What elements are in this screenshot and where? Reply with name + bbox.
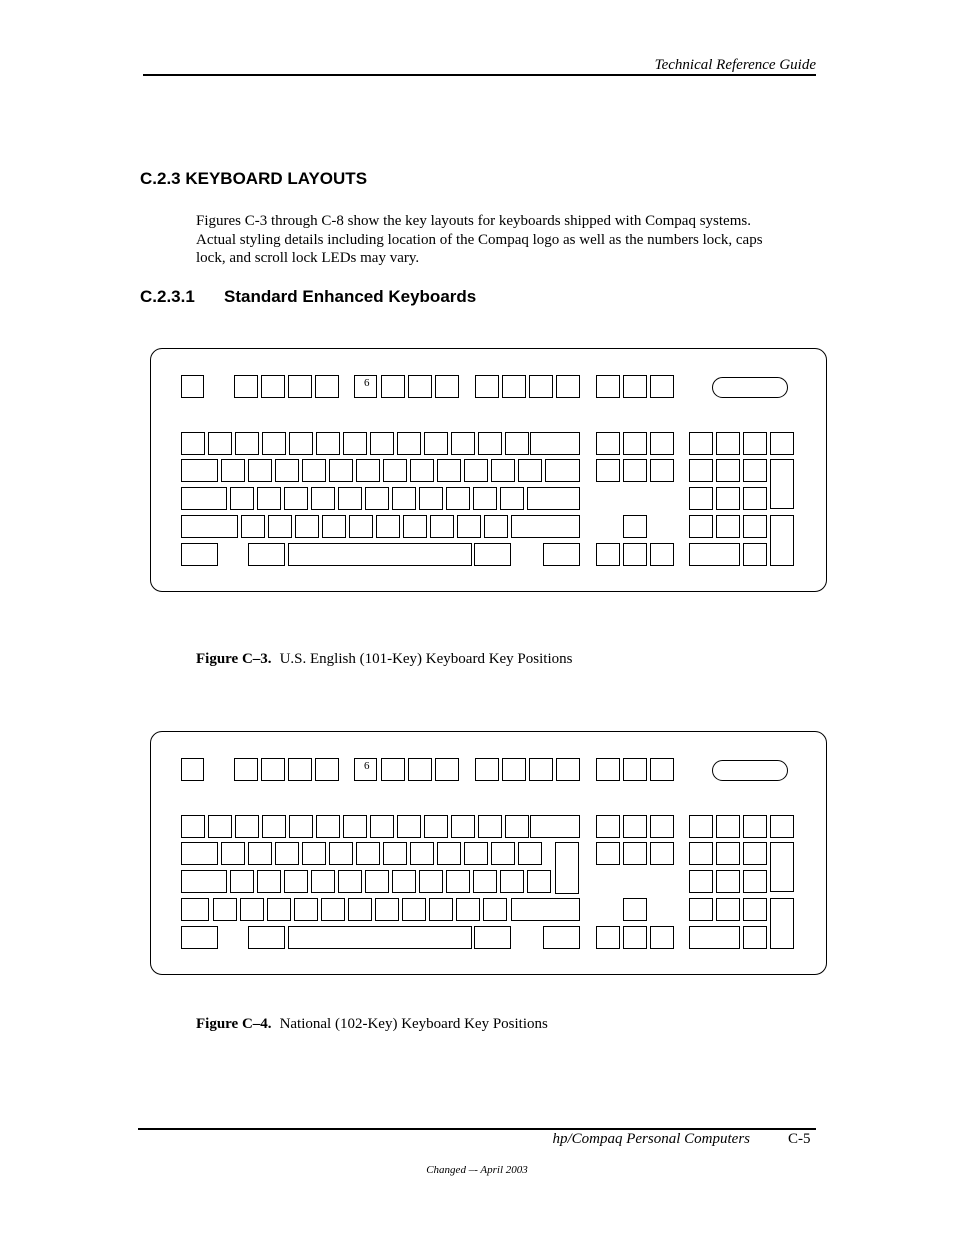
key <box>181 898 209 921</box>
key <box>623 432 647 455</box>
key <box>770 515 794 566</box>
key <box>234 758 258 781</box>
key <box>235 432 259 455</box>
revision-note: Changed –- April 2003 <box>426 1164 528 1176</box>
key <box>419 870 443 893</box>
key <box>408 375 432 398</box>
key <box>181 487 227 510</box>
key <box>555 842 579 894</box>
key <box>288 543 472 566</box>
key <box>716 842 740 865</box>
key <box>370 815 394 838</box>
key <box>743 459 767 482</box>
key <box>743 487 767 510</box>
key <box>392 870 416 893</box>
key <box>650 375 674 398</box>
key <box>689 487 713 510</box>
key <box>451 815 475 838</box>
key <box>650 459 674 482</box>
key <box>484 515 508 538</box>
key <box>529 758 553 781</box>
key <box>248 459 272 482</box>
led-indicator-panel <box>712 377 788 398</box>
key <box>491 842 515 865</box>
key <box>650 758 674 781</box>
key <box>527 487 580 510</box>
key <box>375 898 399 921</box>
key <box>437 459 461 482</box>
key <box>596 432 620 455</box>
key <box>322 515 346 538</box>
key <box>284 487 308 510</box>
key <box>240 898 264 921</box>
key <box>451 432 475 455</box>
key <box>650 842 674 865</box>
key <box>556 375 580 398</box>
figure-caption <box>196 1016 548 1033</box>
key <box>392 487 416 510</box>
figure-number: Figure C–4. <box>196 1016 272 1032</box>
key <box>410 842 434 865</box>
key <box>743 543 767 566</box>
key <box>221 842 245 865</box>
key <box>770 898 794 949</box>
key <box>268 515 292 538</box>
key <box>716 515 740 538</box>
key <box>230 870 254 893</box>
key <box>381 375 405 398</box>
key <box>241 515 265 538</box>
key <box>275 459 299 482</box>
key <box>181 375 204 398</box>
key <box>356 459 380 482</box>
key <box>464 459 488 482</box>
key <box>500 870 524 893</box>
key <box>397 815 421 838</box>
key <box>437 842 461 865</box>
key <box>596 543 620 566</box>
key <box>650 543 674 566</box>
header-rule <box>143 74 816 76</box>
key <box>623 459 647 482</box>
key <box>208 432 232 455</box>
key <box>689 815 713 838</box>
key <box>181 815 205 838</box>
key <box>543 926 580 949</box>
key <box>527 870 551 893</box>
key <box>596 842 620 865</box>
key <box>343 815 367 838</box>
key <box>716 432 740 455</box>
key <box>429 898 453 921</box>
key <box>311 870 335 893</box>
key <box>596 926 620 949</box>
subsection-number: C.2.3.1 <box>140 287 195 306</box>
section-heading: C.2.3 KEYBOARD LAYOUTS <box>140 169 368 188</box>
key <box>446 487 470 510</box>
key <box>689 432 713 455</box>
key <box>234 375 258 398</box>
key <box>181 543 218 566</box>
key <box>511 515 580 538</box>
key <box>383 459 407 482</box>
key <box>261 758 285 781</box>
key <box>689 543 740 566</box>
key <box>316 432 340 455</box>
key <box>743 515 767 538</box>
key <box>500 487 524 510</box>
key <box>464 842 488 865</box>
key <box>338 870 362 893</box>
key <box>689 898 713 921</box>
key <box>457 515 481 538</box>
key <box>474 543 511 566</box>
key <box>248 543 285 566</box>
key <box>329 842 353 865</box>
key <box>284 870 308 893</box>
key <box>545 459 580 482</box>
key <box>502 758 526 781</box>
subsection-title: Standard Enhanced Keyboards <box>224 287 477 306</box>
key <box>213 898 237 921</box>
key <box>181 842 218 865</box>
key <box>650 815 674 838</box>
key <box>221 459 245 482</box>
key <box>518 459 542 482</box>
key <box>365 870 389 893</box>
key <box>502 375 526 398</box>
key <box>321 898 345 921</box>
key <box>424 815 448 838</box>
key <box>403 515 427 538</box>
key <box>410 459 434 482</box>
key <box>295 515 319 538</box>
paragraph-line: Figures C-3 through C-8 show the key layouts for keyboards shipped with Compaq systems. <box>196 213 751 229</box>
key <box>770 432 794 455</box>
key <box>397 432 421 455</box>
key <box>475 758 499 781</box>
key <box>716 459 740 482</box>
key <box>329 459 353 482</box>
key <box>716 815 740 838</box>
key <box>623 842 647 865</box>
key <box>181 459 218 482</box>
key <box>743 898 767 921</box>
key <box>383 842 407 865</box>
key <box>181 926 218 949</box>
key <box>623 898 647 921</box>
key <box>302 842 326 865</box>
key <box>543 543 580 566</box>
key <box>511 898 580 921</box>
key <box>716 870 740 893</box>
key <box>596 758 620 781</box>
key <box>316 815 340 838</box>
key <box>716 898 740 921</box>
key <box>743 815 767 838</box>
key <box>689 459 713 482</box>
key <box>770 459 794 509</box>
key <box>262 432 286 455</box>
key <box>529 375 553 398</box>
key <box>257 487 281 510</box>
key <box>315 375 339 398</box>
figure-caption <box>196 651 572 668</box>
key <box>556 758 580 781</box>
key <box>430 515 454 538</box>
key-label: 6 <box>364 377 370 389</box>
key <box>267 898 291 921</box>
led-indicator-panel <box>712 760 788 781</box>
key <box>257 870 281 893</box>
key <box>181 758 204 781</box>
key <box>208 815 232 838</box>
page-number: C-5 <box>788 1131 811 1147</box>
key <box>689 926 740 949</box>
key <box>474 926 511 949</box>
key-label: 6 <box>364 760 370 772</box>
key <box>473 870 497 893</box>
key <box>530 815 580 838</box>
key <box>475 375 499 398</box>
figure-number: Figure C–3. <box>196 651 272 667</box>
key <box>743 926 767 949</box>
key <box>294 898 318 921</box>
key <box>623 543 647 566</box>
key <box>356 842 380 865</box>
paragraph-line: lock, and scroll lock LEDs may vary. <box>196 250 420 266</box>
key <box>743 842 767 865</box>
key <box>248 842 272 865</box>
key <box>435 758 459 781</box>
key <box>530 432 580 455</box>
key <box>424 432 448 455</box>
key <box>370 432 394 455</box>
key <box>689 870 713 893</box>
key <box>288 758 312 781</box>
key <box>743 432 767 455</box>
key <box>623 926 647 949</box>
key <box>338 487 362 510</box>
key <box>518 842 542 865</box>
key <box>596 375 620 398</box>
footer-title: hp/Compaq Personal Computers <box>552 1131 750 1147</box>
key <box>596 459 620 482</box>
key <box>478 815 502 838</box>
key <box>289 815 313 838</box>
key <box>381 758 405 781</box>
key <box>419 487 443 510</box>
footer-rule <box>138 1128 816 1130</box>
key <box>315 758 339 781</box>
key <box>770 815 794 838</box>
key <box>689 515 713 538</box>
key <box>302 459 326 482</box>
key <box>650 432 674 455</box>
key <box>181 432 205 455</box>
key <box>623 515 647 538</box>
key <box>446 870 470 893</box>
key <box>743 870 767 893</box>
key <box>349 515 373 538</box>
key <box>288 375 312 398</box>
key <box>402 898 426 921</box>
key <box>770 842 794 892</box>
key <box>181 870 227 893</box>
key <box>491 459 515 482</box>
key <box>354 758 377 781</box>
key <box>456 898 480 921</box>
key <box>376 515 400 538</box>
key <box>311 487 335 510</box>
key <box>343 432 367 455</box>
figure-title: National (102-Key) Keyboard Key Positions <box>279 1016 548 1032</box>
key <box>596 815 620 838</box>
key <box>289 432 313 455</box>
key <box>689 842 713 865</box>
key <box>354 375 377 398</box>
key <box>650 926 674 949</box>
figure-title: U.S. English (101-Key) Keyboard Key Positions <box>279 651 573 667</box>
key <box>348 898 372 921</box>
key <box>483 898 507 921</box>
section-paragraph <box>196 212 806 268</box>
key <box>716 487 740 510</box>
key <box>288 926 472 949</box>
key <box>623 375 647 398</box>
subsection-heading <box>140 287 476 307</box>
key <box>505 432 529 455</box>
key <box>435 375 459 398</box>
key <box>478 432 502 455</box>
key <box>248 926 285 949</box>
key <box>262 815 286 838</box>
key <box>408 758 432 781</box>
key <box>235 815 259 838</box>
key <box>473 487 497 510</box>
paragraph-line: Actual styling details including location of the Compaq logo as well as the numbers lock, caps <box>196 231 763 248</box>
key <box>505 815 529 838</box>
key <box>275 842 299 865</box>
key <box>623 758 647 781</box>
key <box>181 515 238 538</box>
key <box>261 375 285 398</box>
key <box>365 487 389 510</box>
key <box>623 815 647 838</box>
key <box>230 487 254 510</box>
running-header: Technical Reference Guide <box>654 57 816 73</box>
